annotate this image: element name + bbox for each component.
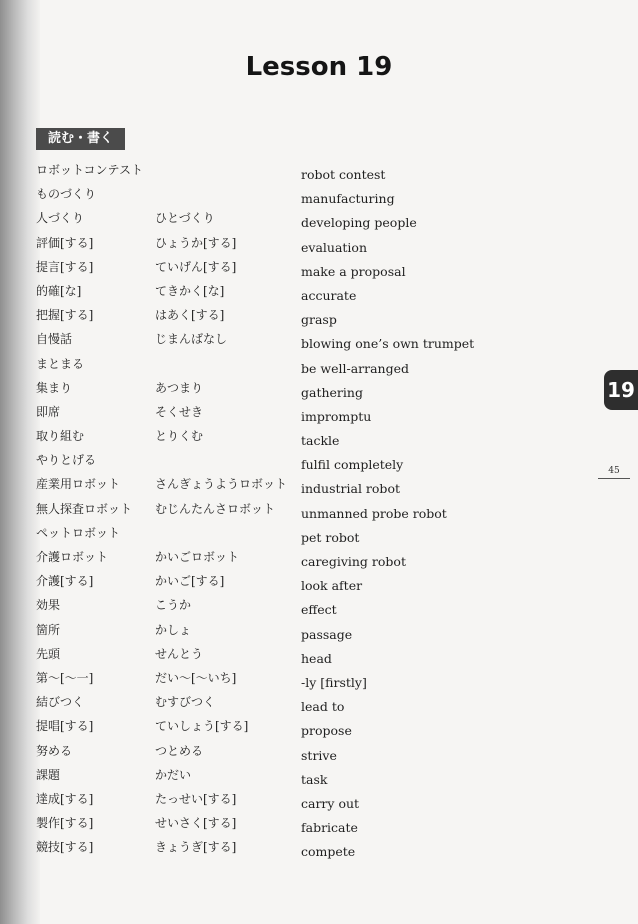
vocab-meaning: make a proposal [301,263,406,279]
vocab-term: 把握[する] [36,308,94,323]
vocab-row [0,814,600,838]
vocab-meaning: gathering [301,384,363,400]
vocab-row [0,766,600,790]
vocab-term: 箇所 [36,622,61,637]
vocab-row [0,209,600,233]
vocab-row [0,524,600,548]
vocab-meaning: effect [301,602,337,618]
vocab-term: 競技[する] [36,840,94,855]
vocab-reading: むすびつく [155,695,216,710]
vocab-reading: さんぎょうようロボット [155,477,288,492]
vocab-row [0,621,600,645]
vocab-row [0,500,600,524]
vocab-term: 結びつく [36,695,85,710]
lesson-title: Lesson 19 [245,52,393,82]
vocab-row [0,548,600,572]
vocab-row [0,306,600,330]
vocab-row [0,645,600,669]
vocab-row [0,282,600,306]
vocab-reading: ひとづくり [155,211,215,226]
vocab-meaning: strive [301,747,337,763]
vocab-meaning: evaluation [301,239,368,255]
vocab-reading: つとめる [155,743,204,758]
vocab-term: 効果 [36,598,61,613]
vocab-meaning: be well-arranged [301,360,409,376]
vocab-row [0,403,600,427]
vocab-row [0,234,600,258]
vocab-term: ペットロボット [36,525,121,540]
vocab-meaning: industrial robot [301,481,400,497]
vocab-reading: きょうぎ[する] [155,840,237,855]
vocab-row [0,161,600,185]
vocab-row [0,596,600,620]
vocab-term: まとまる [36,356,85,371]
vocab-meaning: carry out [301,795,360,811]
vocab-row [0,669,600,693]
vocab-term: 提唱[する] [36,719,94,734]
vocab-row [0,693,600,717]
vocab-reading: せいさく[する] [155,816,237,831]
vocab-meaning: grasp [301,312,337,328]
vocab-row [0,258,600,282]
vocab-reading: だい〜[〜いち] [155,670,237,685]
vocab-meaning: head [301,650,332,666]
vocab-meaning: tackle [301,433,340,449]
vocab-meaning: compete [301,844,356,860]
vocab-row [0,355,600,379]
vocab-row [0,185,600,209]
vocab-reading: はあく[する] [155,308,225,323]
vocab-reading: むじんたんさロボット [155,501,276,516]
vocab-reading: せんとう [155,646,204,661]
vocab-term: 第〜[〜一] [36,670,94,685]
vocab-row [0,742,600,766]
vocab-term: 努める [36,743,73,758]
vocab-reading: そくせき [155,404,204,419]
vocab-reading: ていしょう[する] [155,719,249,734]
lesson-tab: 19 [604,370,638,410]
page-number: 45 [598,466,630,479]
vocab-term: ロボットコンテスト [36,163,144,177]
vocabulary-list [0,161,600,862]
vocab-meaning: unmanned probe robot [301,505,447,521]
vocab-reading: とりくむ [155,429,204,444]
vocab-reading: じまんばなし [155,332,228,347]
vocab-row [0,475,600,499]
vocab-term: 評価[する] [36,235,94,250]
vocab-row [0,379,600,403]
vocab-reading: ひょうか[する] [155,235,237,250]
vocab-row [0,572,600,596]
vocab-meaning: developing people [301,215,417,231]
vocab-term: 製作[する] [36,816,94,831]
vocab-reading: ていげん[する] [155,259,237,274]
vocab-term: 課題 [36,767,61,782]
vocab-meaning: blowing one’s own trumpet [301,336,475,352]
vocab-reading: こうか [155,598,192,613]
vocab-term: 人づくり [36,211,85,226]
vocab-row [0,427,600,451]
vocab-term: 的確[な] [36,283,82,298]
vocab-meaning: look after [301,578,363,594]
vocab-reading: かしょ [155,622,192,637]
vocab-meaning: manufacturing [301,191,395,207]
vocab-term: 産業用ロボット [36,477,121,492]
vocab-term: 取り組む [36,429,85,444]
vocab-meaning: task [301,771,328,787]
vocab-term: 先頭 [36,646,61,661]
vocab-meaning: impromptu [301,408,372,424]
vocab-meaning: passage [301,626,353,642]
vocab-meaning: fulfil completely [301,457,404,473]
vocab-term: 介護ロボット [36,550,109,564]
vocab-row [0,451,600,475]
vocab-meaning: lead to [301,699,345,715]
vocab-reading: たっせい[する] [155,791,237,806]
section-label-badge: 読む・書く [36,128,125,150]
vocab-row [0,330,600,354]
vocab-row [0,717,600,741]
vocab-term: 提言[する] [36,259,94,274]
vocab-meaning: accurate [301,287,357,303]
vocab-meaning: propose [301,723,352,739]
vocab-reading: てきかく[な] [155,283,225,298]
vocab-reading: かだい [155,767,192,782]
vocab-term: 即席 [36,404,61,419]
vocab-reading: かいご[する] [155,574,225,589]
vocab-term: ものづくり [36,187,97,202]
vocab-term: 無人探査ロボット [36,501,133,516]
vocab-meaning: fabricate [301,820,358,836]
vocab-reading: かいごロボット [155,550,240,564]
vocab-row [0,838,600,862]
vocab-term: 自慢話 [36,332,73,347]
vocab-row [0,790,600,814]
vocab-reading: あつまり [155,380,204,395]
vocab-meaning: robot contest [301,167,386,182]
vocab-meaning: pet robot [301,529,360,545]
vocab-term: 集まり [36,380,73,395]
vocab-term: 達成[する] [36,791,94,806]
vocab-term: やりとげる [36,453,97,468]
vocab-meaning: caregiving robot [301,554,406,569]
vocab-term: 介護[する] [36,574,94,589]
vocab-meaning: -ly [firstly] [301,674,367,690]
